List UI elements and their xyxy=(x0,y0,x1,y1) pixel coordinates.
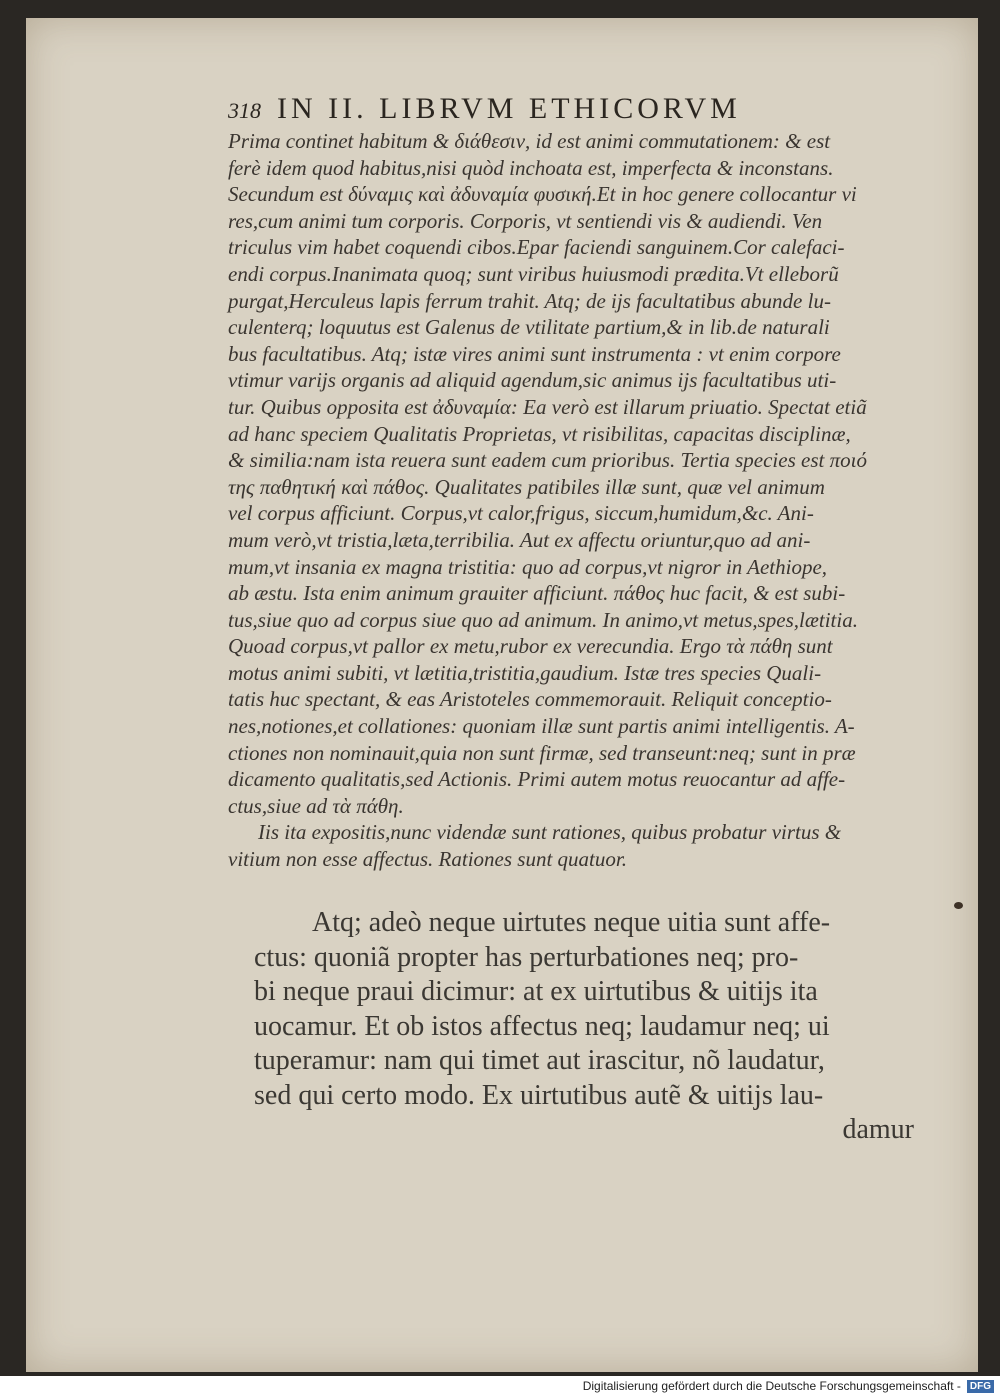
commentary-line: vitium non esse affectus. Rationes sunt quatuor. xyxy=(228,847,627,872)
ink-spot xyxy=(954,902,963,909)
catchword: damur xyxy=(842,1114,914,1145)
main-text-line: bi neque praui dicimur: at ex uirtutibus & uitijs ita xyxy=(254,976,818,1007)
commentary-line: bus facultatibus. Atq; istæ vires animi sunt instrumenta : vt enim corpore xyxy=(228,341,841,366)
commentary-line: & similia:nam ista reuera sunt eadem cum prioribus. Tertia species est ποιό xyxy=(228,448,867,473)
commentary-line: triculus vim habet coquendi cibos.Epar faciendi sanguinem.Cor calefaci- xyxy=(228,235,845,260)
page-number: 318 xyxy=(228,98,261,123)
funding-note: Digitalisierung gefördert durch die Deutsche Forschungsgemeinschaft - xyxy=(582,1379,961,1393)
commentary-line: purgat,Herculeus lapis ferrum trahit. Atq; de ijs facultatibus abunde lu- xyxy=(228,288,831,313)
main-text-line: Atq; adeò neque uirtutes neque uitia sunt affe- xyxy=(312,907,831,938)
commentary-line: endi corpus.Inanimata quoq; sunt viribus huiusmodi prædita.Vt elleborũ xyxy=(228,261,839,286)
footer-bar xyxy=(0,1376,1000,1396)
main-text-line: ctus: quoniã propter has perturbationes neq; pro- xyxy=(254,941,799,973)
main-text-line: uocamur. Et ob istos affectus neq; laudamur neq; ui xyxy=(254,1010,830,1042)
dfg-logo: DFG xyxy=(967,1380,994,1393)
main-text-block xyxy=(254,906,914,1148)
commentary-line: ctus,siue ad τὰ πάθη. xyxy=(228,793,404,818)
commentary-line: ab æstu. Ista enim animum grauiter afficiunt. πάθος huc facit, & est subi- xyxy=(228,581,846,606)
commentary-line: vtimur varijs organis ad aliquid agendum,sic animus ijs facultatibus uti- xyxy=(228,368,837,393)
commentary-line: culenterq; loquutus est Galenus de vtilitate partium,& in lib.de naturali xyxy=(228,315,830,340)
commentary-line: dicamento qualitatis,sed Actionis. Primi autem motus reuocantur ad affe- xyxy=(228,767,846,792)
commentary-line: Iis ita expositis,nunc videndæ sunt rationes, quibus probatur virtus & xyxy=(258,820,842,845)
commentary-line: res,cum animi tum corporis. Corporis, vt sentiendi vis & audiendi. Ven xyxy=(228,208,823,233)
commentary-line: motus animi subiti, vt lætitia,tristitia,gaudium. Istæ tres species Quali- xyxy=(228,660,822,685)
commentary-line: tur. Quibus opposita est ἀδυναμία: Ea verò est illarum priuatio. Spectat etiã xyxy=(228,394,867,419)
commentary-line: Secundum est δύναμις καὶ ἀδυναμία φυσική.Et in hoc genere collocantur vi xyxy=(228,182,857,207)
commentary-line: ctiones non nominauit,quia non sunt firmæ, sed transeunt:neq; sunt in præ xyxy=(228,740,856,765)
commentary-line: mum,vt insania ex magna tristitia: quo ad corpus,vt nigror in Aethiope, xyxy=(228,554,828,579)
main-text-line: tuperamur: nam qui timet aut irascitur, nõ laudatur, xyxy=(254,1045,825,1076)
main-text-line: sed qui certo modo. Ex uirtutibus autẽ & uitijs lau- xyxy=(254,1079,824,1111)
page-header xyxy=(228,92,848,126)
commentary-line: Prima continet habitum & διάθεσιν, id est animi commutationem: & est xyxy=(228,129,831,153)
commentary-block xyxy=(228,128,918,873)
commentary-line: της παθητική καὶ πάθος. Qualitates patibiles illæ sunt, quæ vel animum xyxy=(228,474,825,499)
commentary-line: Quoad corpus,vt pallor ex metu,rubor ex verecundia. Ergo τὰ πάθη sunt xyxy=(228,634,833,659)
commentary-line: mum verò,vt tristia,læta,terribilia. Aut ex affectu oriuntur,quo ad ani- xyxy=(228,527,811,552)
commentary-line: tus,siue quo ad corpus siue quo ad animum. In animo,vt metus,spes,lætitia. xyxy=(228,607,858,632)
commentary-line: nes,notiones,et collationes: quoniam illæ sunt partis animi intelligentis. A- xyxy=(228,714,855,739)
commentary-line: ad hanc speciem Qualitatis Proprietas, vt risibilitas, capacitas disciplinæ, xyxy=(228,421,851,446)
commentary-line: ferè idem quod habitus,nisi quòd inchoata est, imperfecta & inconstans. xyxy=(228,155,834,180)
commentary-line: tatis huc spectant, & eas Aristoteles commemorauit. Reliquit conceptio- xyxy=(228,687,832,712)
running-title: IN II. LIBRVM ETHICORVM xyxy=(277,92,741,125)
commentary-line: vel corpus afficiunt. Corpus,vt calor,frigus, siccum,humidum,&c. Ani- xyxy=(228,501,814,526)
